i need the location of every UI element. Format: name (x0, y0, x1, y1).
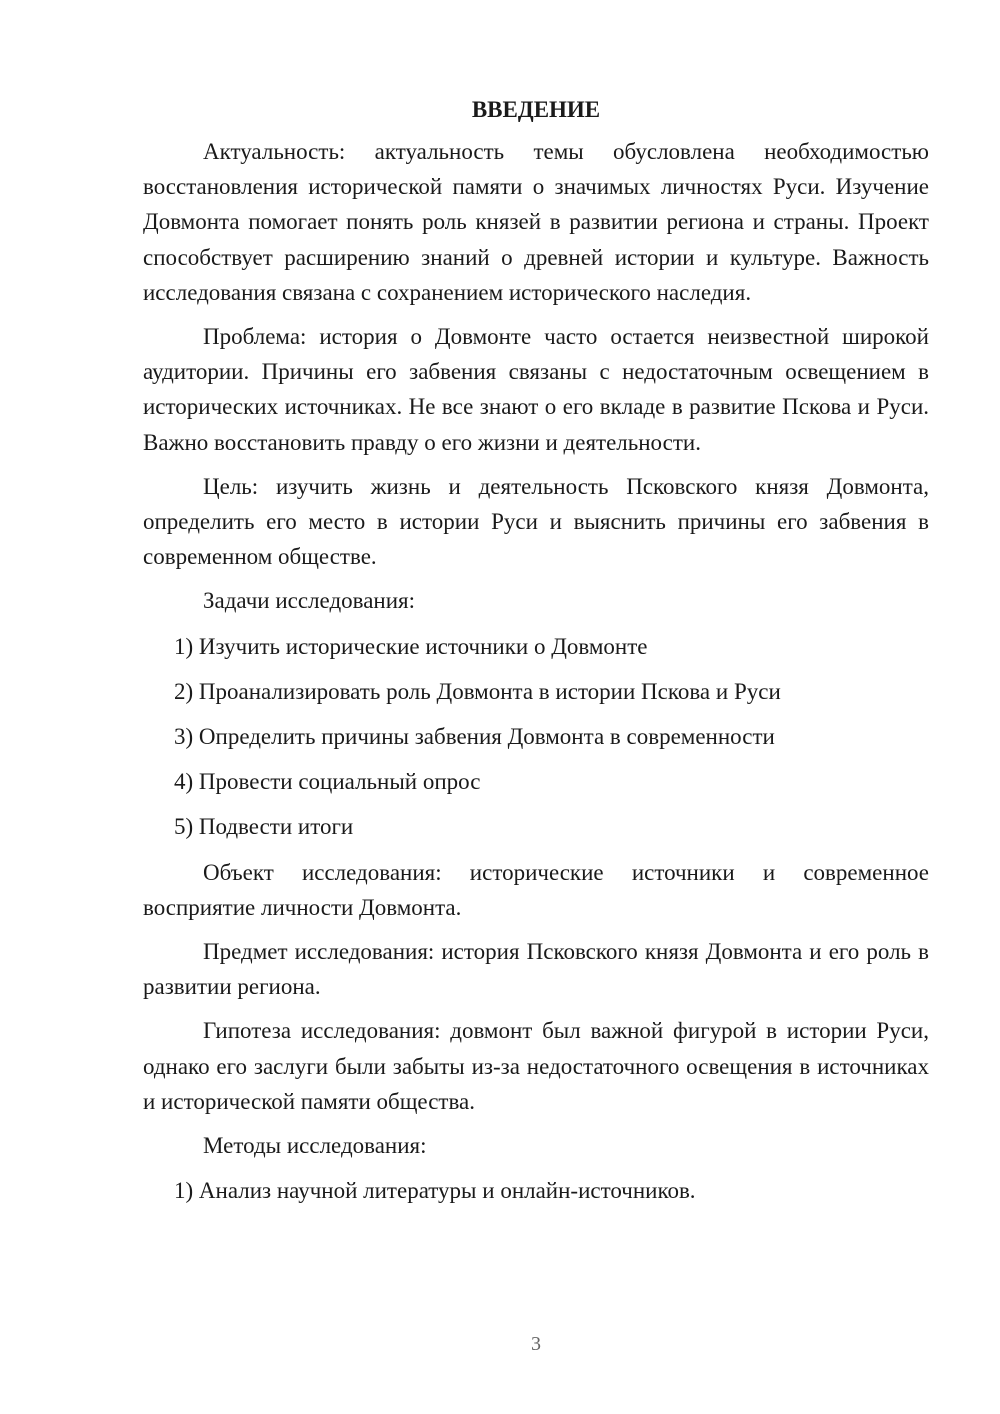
list-item: 1) Анализ научной литературы и онлайн-источников. (174, 1178, 696, 1204)
paragraph-object: Объект исследования: исторические источники и современное восприятие личности Довмонта. (143, 859, 929, 920)
list-item: 3) Определить причины забвения Довмонта в современности (174, 724, 775, 750)
list-item: 4) Провести социальный опрос (174, 769, 481, 795)
list-item: 1) Изучить исторические источники о Довмонте (174, 633, 648, 659)
paragraph-relevance: Актуальность: актуальность темы обусловлена необходимостью восстановления исторической памяти о значимых личностях Руси. Изучение Довмонта помогает понять роль князей в развитии региона и страны. Проект способствует расширению знаний о древней истории и культуре. Важность исследования связана с сохранением исторического наследия. (143, 139, 929, 305)
tasks-list (143, 629, 929, 845)
paragraph-hypothesis: Гипотеза исследования: довмонт был важной фигурой в истории Руси, однако его заслуги были забыты из-за недостаточного освещения в источниках и исторической памяти общества. (143, 1018, 929, 1114)
page-title: ВВЕДЕНИЕ (471, 97, 601, 122)
methods-heading: Методы исследования: (203, 1133, 427, 1159)
tasks-heading: Задачи исследования: (203, 588, 416, 614)
paragraph-problem: Проблема: история о Довмонте часто остается неизвестной широкой аудитории. Причины его забвения связаны с недостаточным освещением в исторических источниках. Не все знают о его вкладе в развитие Пскова и Руси. Важно восстановить правду о его жизни и деятельности. (143, 324, 929, 455)
page-number: 3 (531, 1333, 541, 1355)
paragraph-goal: Цель: изучить жизнь и деятельность Псковского князя Довмонта, определить его место в истории Руси и выяснить причины его забвения в современном обществе. (143, 473, 929, 570)
document-page (143, 96, 929, 1218)
list-item: 2) Проанализировать роль Довмонта в истории Пскова и Руси (174, 678, 781, 704)
methods-list (143, 1173, 929, 1208)
list-item: 5) Подвести итоги (174, 814, 354, 840)
paragraph-subject: Предмет исследования: история Псковского князя Довмонта и его роль в развитии региона. (143, 939, 929, 1000)
